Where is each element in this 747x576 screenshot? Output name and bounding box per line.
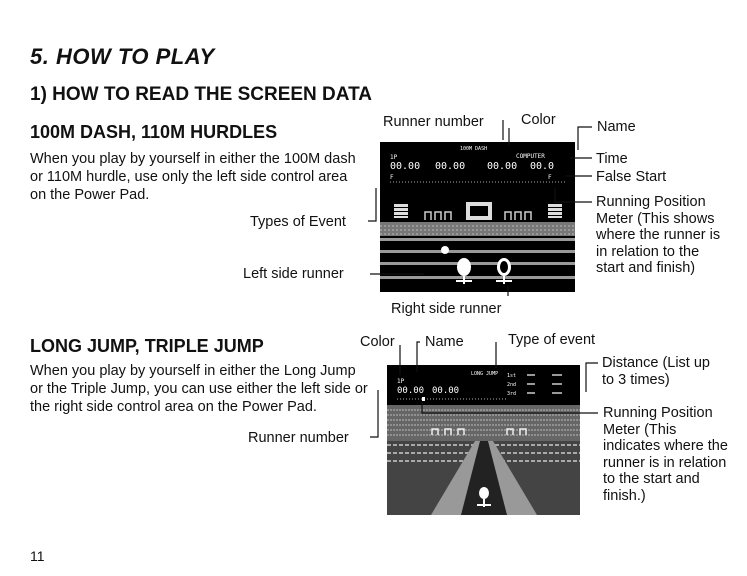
- jump-screen-try-3: 3rd: [507, 391, 517, 397]
- dash-label-right-side-runner: Right side runner: [391, 301, 502, 317]
- jump-screen-event: LONG JUMP: [471, 371, 499, 377]
- jump-screen-distance-left: 00.00: [397, 386, 425, 396]
- dash-description: When you play by yourself in either the 100M dash or 110M hurdle, use only the left side control area on the Power Pad.: [30, 151, 356, 203]
- jump-label-type-of-event: Type of event: [508, 332, 596, 348]
- dash-label-runner-number: Runner number: [383, 114, 484, 130]
- dash-label-running-position-meter: Running Position Meter (This shows where the runner is in relation to the start and finish): [596, 194, 721, 276]
- jump-heading: LONG JUMP, TRIPLE JUMP: [30, 336, 264, 356]
- dash-screen-player-number: 1P: [390, 154, 398, 161]
- dash-screen-time-far: 00.0: [530, 161, 555, 172]
- dash-label-time: Time: [596, 151, 628, 167]
- subsection-title: 1) HOW TO READ THE SCREEN DATA: [30, 84, 373, 105]
- jump-label-color: Color: [360, 334, 395, 350]
- dash-screen-time-mid: 00.00: [435, 161, 466, 172]
- jump-screen-try-2: 2nd: [507, 382, 517, 388]
- jump-label-running-position-meter: Running Position Meter (This indicates where the runner is in relation to the start and finish.): [603, 405, 728, 504]
- dash-screen-time-left: 00.00: [390, 161, 421, 172]
- dash-heading: 100M DASH, 110M HURDLES: [30, 122, 278, 142]
- jump-game-screen: [387, 365, 580, 515]
- jump-screen-distance-mid: 00.00: [432, 386, 460, 396]
- dash-label-left-side-runner: Left side runner: [243, 266, 344, 282]
- dash-screen-false-start-right: F: [548, 174, 552, 181]
- dash-screen-time-right: 00.00: [487, 161, 518, 172]
- dash-label-name: Name: [597, 119, 636, 135]
- jump-screen-player-number: 1P: [397, 378, 405, 385]
- dash-screen-false-start-left: F: [390, 174, 394, 181]
- page-number: 11: [30, 548, 45, 564]
- dash-label-types-of-event: Types of Event: [250, 214, 346, 230]
- dash-label-color: Color: [521, 112, 556, 128]
- jump-description: When you play by yourself in either the Long Jump or the Triple Jump, you can use either the left side or the right side control area on the Power Pad.: [30, 363, 368, 415]
- jump-screen-try-1: 1st: [507, 373, 517, 379]
- dash-screen-computer: COMPUTER: [516, 153, 545, 160]
- dash-label-false-start: False Start: [596, 169, 667, 185]
- dash-game-screen: [380, 142, 575, 292]
- section-title: 5. HOW TO PLAY: [30, 44, 215, 69]
- jump-label-name: Name: [425, 334, 464, 350]
- jump-label-runner-number: Runner number: [248, 430, 349, 446]
- dash-screen-event: 100M DASH: [460, 146, 488, 152]
- jump-label-distance: Distance (List up to 3 times): [602, 355, 710, 388]
